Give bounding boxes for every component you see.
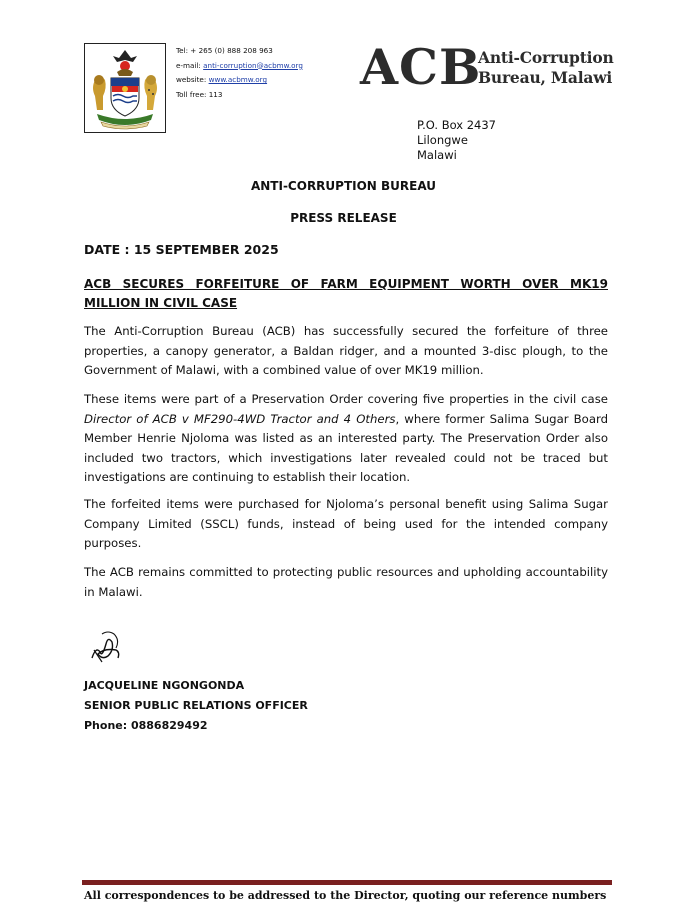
- website-line: [176, 73, 303, 88]
- org-heading: ANTI-CORRUPTION BUREAU: [250, 179, 437, 193]
- website-label: website:: [176, 75, 207, 85]
- paragraph-3: The forfeited items were purchased for Njoloma’s personal benefit using Salima Sugar Company Limited (SSCL) funds, instead of being used for the intended company purposes.: [84, 497, 608, 551]
- logo-line-1: Anti-Corruption: [478, 48, 614, 67]
- release-date: DATE : 15 SEPTEMBER 2025: [84, 242, 279, 257]
- contact-block: [176, 44, 303, 102]
- address-line-1: P.O. Box 2437: [417, 118, 496, 132]
- signatory-name: JACQUELINE NGONGONDA: [84, 679, 245, 692]
- email-link[interactable]: anti-corruption@acbmw.org: [203, 60, 303, 70]
- signature-image: [88, 628, 124, 664]
- signatory-title: SENIOR PUBLIC RELATIONS OFFICER: [84, 699, 308, 712]
- headline: ACB SECURES FORFEITURE OF FARM EQUIPMENT WORTH OVER MK19 MILLION IN CIVIL CASE: [84, 277, 608, 310]
- malawi-coat-of-arms-image: [84, 43, 166, 133]
- email-line: [176, 59, 303, 74]
- website-link[interactable]: www.acbmw.org: [208, 75, 268, 85]
- footer-rule: [82, 880, 612, 885]
- postal-address: [417, 118, 496, 163]
- signatory-phone: Phone: 0886829492: [84, 719, 208, 732]
- address-line-2: Lilongwe: [417, 133, 468, 147]
- paragraph-2-start: These items were part of a Preservation Order covering five properties in the civil case: [84, 392, 608, 406]
- paragraph-2-end: , where former Salima Sugar Board Member Henrie Njoloma was listed as an interested party. The Preservation Order also included two tractors, which investigations later revealed could not be traced but investigations are continuing to establish their location.: [84, 411, 609, 485]
- address-line-3: Malawi: [417, 148, 457, 162]
- signatory-block: [84, 676, 308, 736]
- acb-logo: [360, 38, 614, 100]
- case-name: Director of ACB v MF290-4WD Tractor and 4 Others: [84, 411, 396, 426]
- toll-free: Toll free: 113: [176, 89, 223, 99]
- logo-line-2: Bureau, Malawi: [478, 68, 613, 87]
- logo-subtitle: [478, 48, 614, 88]
- paragraph-2: [84, 390, 608, 488]
- paragraph-4: The ACB remains committed to protecting public resources and upholding accountability in Malawi.: [84, 565, 608, 599]
- email-label: e-mail:: [176, 60, 201, 70]
- paragraph-1: The Anti-Corruption Bureau (ACB) has successfully secured the forfeiture of three properties, a canopy generator, a Baldan ridger, and a mounted 3-disc plough, to the Government of Malawi, with a combined value of over MK19 million.: [84, 324, 608, 378]
- release-type: PRESS RELEASE: [290, 211, 397, 225]
- logo-letters: ACB: [360, 38, 482, 96]
- telephone: Tel: + 265 (0) 888 208 963: [176, 46, 273, 55]
- footer-note: All correspondences to be addressed to the Director, quoting our reference numbers: [84, 889, 607, 902]
